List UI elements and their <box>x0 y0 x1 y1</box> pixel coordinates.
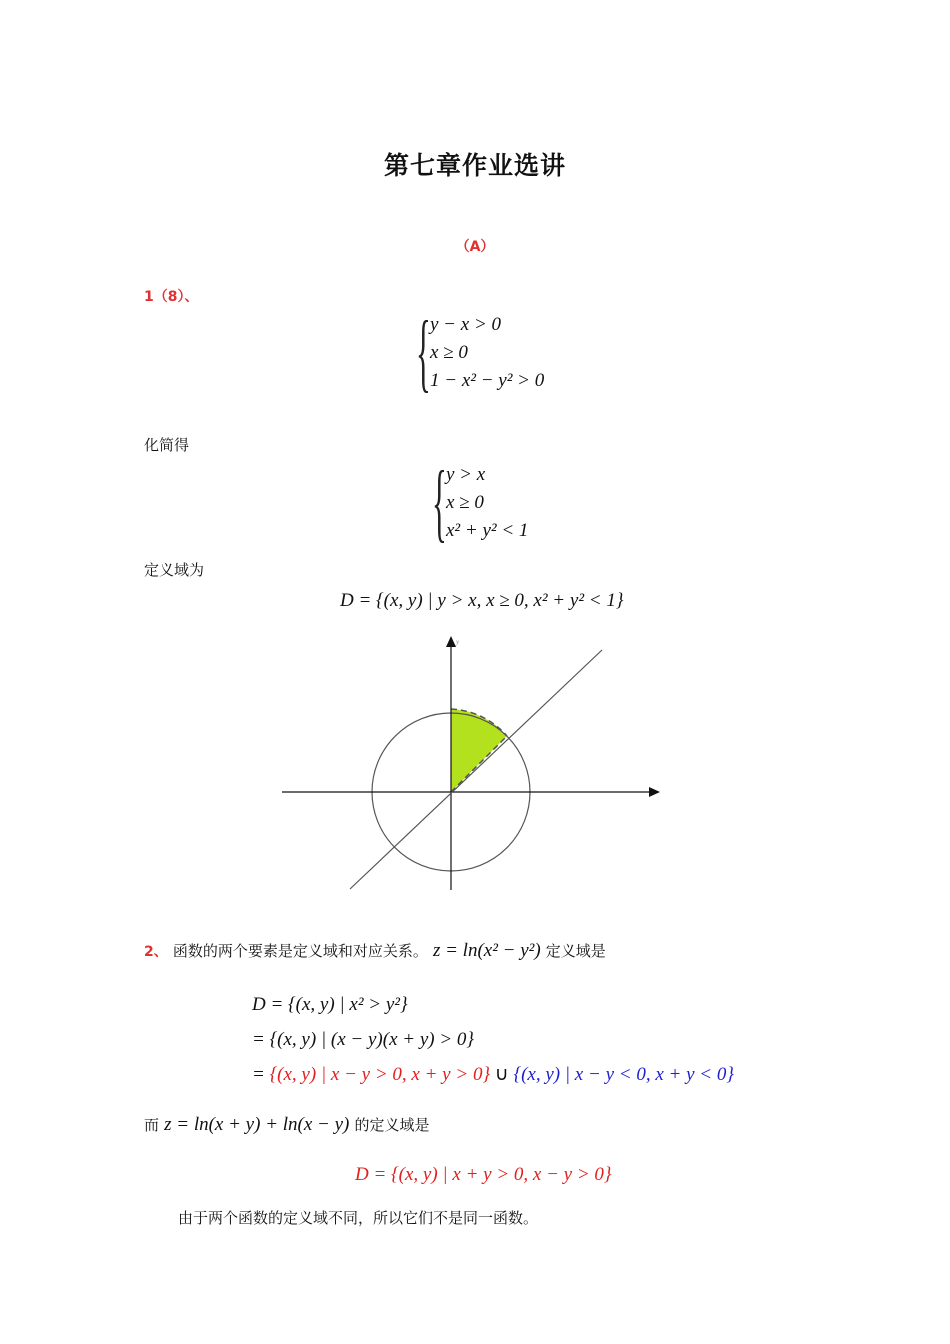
system1-line-3: 1 − x² − y² > 0 <box>430 370 545 391</box>
system1-line-2: x ≥ 0 <box>430 342 468 363</box>
section-heading: （A） <box>455 239 495 255</box>
q2-conclusion: 由于两个函数的定义域不同，所以它们不是同一函数。 <box>178 1209 539 1227</box>
system1-line-1: y − x > 0 <box>430 314 502 335</box>
system2-line-2: x ≥ 0 <box>446 492 484 513</box>
q2-second-prefix: 而 <box>144 1116 160 1134</box>
system2-line-1: y > x <box>446 464 486 485</box>
left-brace: { <box>432 454 447 551</box>
line-y-equals-x <box>350 650 602 889</box>
q2-domain2: D = {(x, y) | x + y > 0, x − y > 0} <box>355 1164 612 1185</box>
q2-intro-tail: 定义域是 <box>545 942 606 960</box>
q2-func2: z = ln(x + y) + ln(x − y) <box>164 1114 350 1135</box>
q1-domain-formula: D = {(x, y) | y > x, x ≥ 0, x² + y² < 1} <box>340 590 624 611</box>
q2-line-1: D = {(x, y) | x² > y²} <box>252 994 408 1015</box>
q2-line3-blue-set: {(x, y) | x − y < 0, x + y < 0} <box>513 1064 734 1085</box>
q2-intro: 函数的两个要素是定义域和对应关系。 <box>172 942 428 960</box>
q2-line3-red-set: {(x, y) | x − y > 0, x + y > 0} <box>269 1064 491 1085</box>
q2-second-line <box>144 1114 430 1136</box>
q2-intro-line <box>144 940 606 962</box>
q2-label: 2、 <box>144 944 168 960</box>
q1-system-2 <box>432 454 529 551</box>
q1-system-1 <box>416 304 545 401</box>
q2-line-2: = {(x, y) | (x − y)(x + y) > 0} <box>252 1029 475 1050</box>
system2-line-3: x² + y² < 1 <box>446 520 529 541</box>
y-axis-label: y <box>456 638 460 646</box>
q1-domain-text: 定义域为 <box>144 561 205 579</box>
shaded-region <box>451 709 507 792</box>
domain-figure <box>270 632 670 897</box>
q2-line3-eq: = <box>252 1064 265 1085</box>
q2-line-3 <box>252 1063 734 1086</box>
q2-func1: z = ln(x² − y²) <box>432 940 541 961</box>
q2-second-tail: 的定义域是 <box>354 1116 430 1134</box>
q1-simplify-text: 化简得 <box>144 436 190 454</box>
q1-label: 1（8）、 <box>144 289 199 305</box>
x-axis-arrow <box>649 787 660 797</box>
page-title: 第七章作业选讲 <box>383 151 566 180</box>
y-axis-arrow <box>446 636 456 647</box>
left-brace: { <box>416 304 431 401</box>
q2-line3-union: ∪ <box>494 1064 509 1085</box>
